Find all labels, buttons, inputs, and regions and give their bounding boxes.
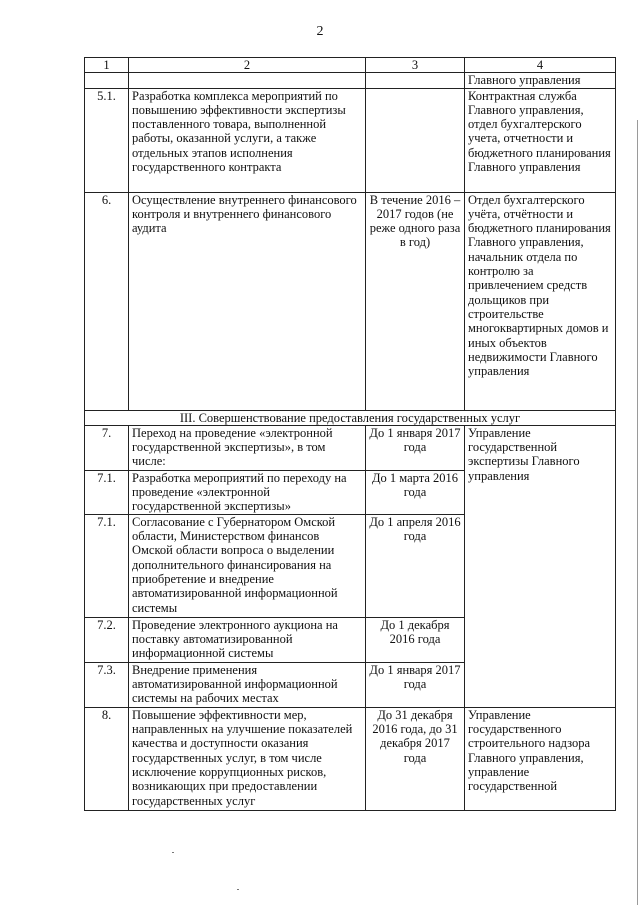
responsible-cell: Отдел бухгалтерского учёта, отчётности и бюджетного планирования Главного управления, начальник отдела по контролю за привлечением средств дольщиков при строительстве многоквартирных домов и иных объектов недвижимости Главного управления	[465, 192, 616, 410]
deadline-cell: До 1 декабря 2016 года	[366, 617, 465, 662]
task-cell: Согласование с Губернатором Омской области, Министерством финансов Омской области вопроса о выделении дополнительного финансирования на приобретение и внедрение автоматизированной информационной системы	[129, 514, 366, 617]
table-row	[85, 192, 616, 410]
row-number: 6.	[85, 192, 129, 410]
responsible-cell: Контрактная служба Главного управления, отдел бухгалтерского учета, отчетности и бюджетного планирования Главного управления	[465, 88, 616, 192]
deadline-cell: До 1 апреля 2016 года	[366, 514, 465, 617]
table-row	[85, 707, 616, 810]
table-row	[85, 73, 616, 88]
column-header-2: 2	[129, 58, 366, 73]
task-cell: Проведение электронного аукциона на поставку автоматизированной информационной системы	[129, 617, 366, 662]
table-row	[85, 88, 616, 192]
deadline-cell: До 1 марта 2016 года	[366, 470, 465, 514]
section-heading: III. Совершенствование предоставления государственных услуг	[85, 410, 616, 425]
page-number: 2	[316, 24, 324, 39]
row-number: 7.1.	[85, 514, 129, 617]
scan-edge-line	[637, 120, 638, 905]
responsible-cell: Управление государственной экспертизы Главного управления	[465, 425, 616, 707]
responsible-cell: Управление государственного строительного надзора Главного управления, управление государственной	[465, 707, 616, 810]
scan-speck	[172, 852, 174, 853]
row-number: 8.	[85, 707, 129, 810]
deadline-cell: До 1 января 2017 года	[366, 425, 465, 470]
section-row	[85, 410, 616, 425]
task-cell: Разработка мероприятий по переходу на проведение «электронной государственной экспертизы»	[129, 470, 366, 514]
deadline-cell: До 31 декабря 2016 года, до 31 декабря 2017 года	[366, 707, 465, 810]
task-cell: Разработка комплекса мероприятий по повышению эффективности экспертизы поставленного товара, выполненной работы, оказанной услуги, а также отдельных этапов исполнения государственного контракта	[129, 88, 366, 192]
task-cell: Внедрение применения автоматизированной информационной системы на рабочих местах	[129, 662, 366, 707]
table-row	[85, 425, 616, 470]
deadline-cell: В течение 2016 – 2017 годов (не реже одного раза в год)	[366, 192, 465, 410]
row-number: 7.	[85, 425, 129, 470]
plan-table	[84, 57, 616, 811]
column-header-1: 1	[85, 58, 129, 73]
deadline-cell: До 1 января 2017 года	[366, 662, 465, 707]
column-header-4: 4	[465, 58, 616, 73]
table-header-row	[85, 58, 616, 73]
task-cell: Повышение эффективности мер, направленных на улучшение показателей качества и доступности оказания государственных услуг, в том числе исключение коррупционных рисков, возникающих при предоставлении государственных услуг	[129, 707, 366, 810]
row-number: 7.3.	[85, 662, 129, 707]
continuation-cell: Главного управления	[465, 73, 616, 88]
deadline-cell	[366, 88, 465, 192]
task-cell: Осуществление внутреннего финансового контроля и внутреннего финансового аудита	[129, 192, 366, 410]
task-cell: Переход на проведение «электронной государственной экспертизы», в том числе:	[129, 425, 366, 470]
column-header-3: 3	[366, 58, 465, 73]
row-number: 7.1.	[85, 470, 129, 514]
row-number: 7.2.	[85, 617, 129, 662]
scan-speck	[237, 889, 239, 890]
row-number: 5.1.	[85, 88, 129, 192]
